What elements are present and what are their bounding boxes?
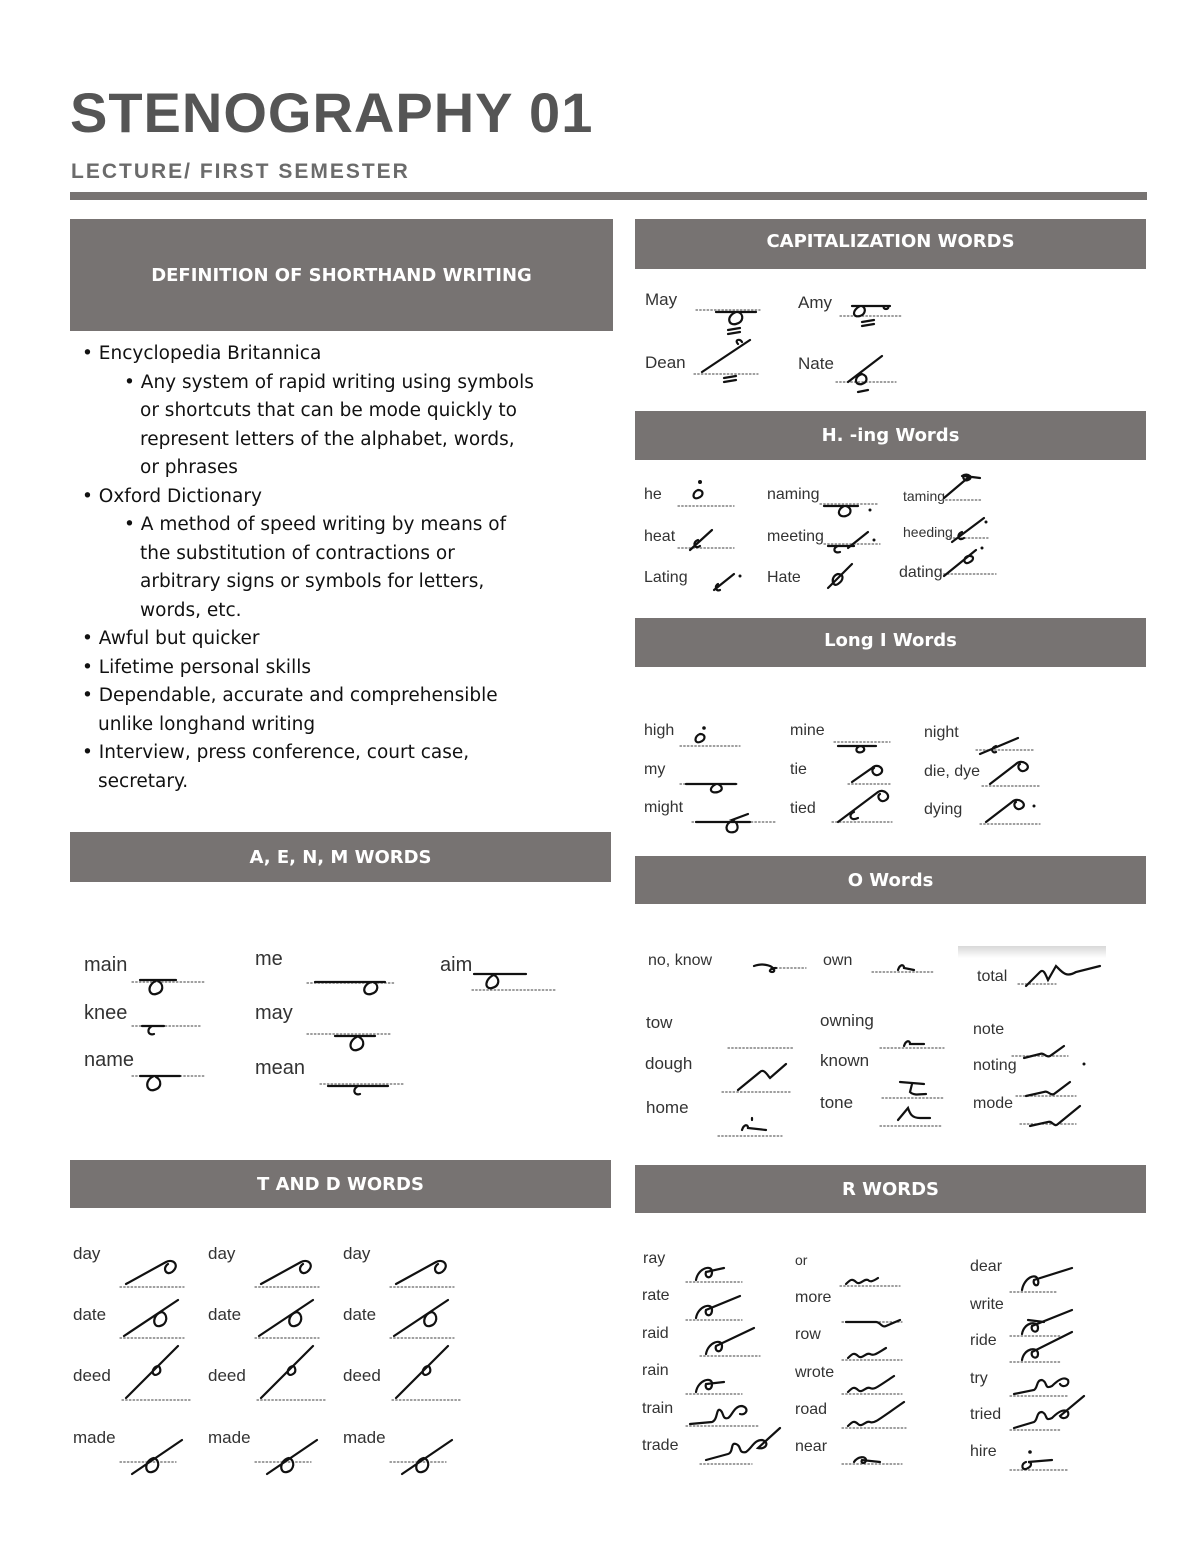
shorthand-symbol <box>1008 1440 1072 1474</box>
word-label: my <box>644 761 666 778</box>
shorthand-symbol <box>684 1294 746 1324</box>
word-label: day <box>343 1244 371 1263</box>
shorthand-symbol <box>1016 958 1104 994</box>
shorthand-symbol <box>822 560 862 592</box>
word-label: date <box>73 1305 107 1324</box>
shorthand-symbol <box>708 566 748 594</box>
word-label: night <box>924 724 959 741</box>
word-label: deed <box>208 1366 246 1385</box>
td-heading-band <box>70 1160 611 1208</box>
page-title: STENOGRAPHY 01 <box>70 81 594 144</box>
shorthand-symbol <box>388 1436 458 1478</box>
list-item: represent letters of the alphabet, words, <box>140 428 515 450</box>
word-label: raid <box>642 1325 669 1342</box>
shorthand-symbol <box>878 1032 948 1052</box>
shorthand-symbol <box>255 1344 327 1404</box>
word-label: Amy <box>798 293 832 312</box>
shorthand-symbol <box>938 544 998 584</box>
word-label: might <box>644 799 684 816</box>
list-item: • Encyclopedia Britannica <box>82 343 322 364</box>
shorthand-symbol <box>690 810 780 836</box>
shorthand-symbol <box>878 1100 944 1130</box>
list-item: • Dependable, accurate and comprehensible <box>82 685 498 706</box>
list-item: • Any system of rapid writing using symbols <box>124 371 534 393</box>
shorthand-symbol <box>822 524 882 556</box>
word-label: mine <box>790 722 825 739</box>
word-label: naming <box>767 486 820 503</box>
shorthand-symbol <box>742 958 808 978</box>
shorthand-symbol <box>130 970 210 1000</box>
shorthand-symbol <box>318 1076 408 1102</box>
cap-heading-band <box>635 219 1146 269</box>
shorthand-symbol <box>818 496 880 520</box>
shorthand-symbol <box>720 1058 794 1096</box>
shorthand-symbol <box>880 1072 946 1102</box>
word-label: rain <box>642 1362 669 1379</box>
hing-heading-band <box>635 411 1146 460</box>
word-label: tone <box>820 1093 854 1112</box>
r-heading: R WORDS <box>841 1178 940 1200</box>
definition-heading-band <box>70 219 613 331</box>
hing-heading: H. -ing Words <box>821 425 960 446</box>
shorthand-symbol <box>870 958 936 978</box>
shorthand-symbol <box>944 514 992 548</box>
word-label: train <box>642 1400 674 1417</box>
shorthand-symbol <box>118 1256 188 1290</box>
shorthand-symbol <box>130 1066 210 1096</box>
shorthand-symbol <box>305 970 400 1000</box>
word-label: he <box>644 486 662 503</box>
list-item: • Awful but quicker <box>82 628 260 649</box>
shorthand-symbol <box>846 758 892 788</box>
word-label: date <box>208 1305 242 1324</box>
shorthand-symbol <box>840 1314 906 1334</box>
shorthand-symbol <box>1008 1260 1078 1296</box>
shorthand-symbol <box>678 776 742 796</box>
word-label: tie <box>790 761 807 778</box>
td-heading: T AND D WORDS <box>257 1173 424 1195</box>
shorthand-symbol <box>120 1344 192 1404</box>
shorthand-symbol <box>118 1296 188 1342</box>
shorthand-symbol <box>678 722 744 750</box>
word-label: tow <box>646 1013 673 1032</box>
word-label: Lating <box>644 569 688 586</box>
word-label: deed <box>73 1366 111 1385</box>
list-item: or phrases <box>140 457 238 478</box>
shorthand-symbol <box>388 1296 458 1342</box>
shorthand-symbol <box>118 1436 188 1478</box>
word-label: knee <box>84 1002 128 1024</box>
word-label: meeting <box>767 528 824 545</box>
word-label: dying <box>924 801 963 818</box>
header-rule <box>70 192 1147 200</box>
shorthand-symbol <box>1010 1040 1090 1072</box>
longi-heading: Long I Words <box>824 630 957 651</box>
longi-heading-band <box>635 618 1146 667</box>
shorthand-symbol <box>1008 1392 1088 1434</box>
word-label: day <box>73 1244 101 1263</box>
aenm-heading: A, E, N, M WORDS <box>249 846 432 868</box>
shorthand-symbol <box>253 1436 323 1478</box>
shorthand-symbol <box>840 1372 906 1398</box>
shorthand-symbol <box>253 1256 323 1290</box>
word-label: made <box>208 1428 251 1447</box>
word-label: taming <box>903 488 946 504</box>
shorthand-symbol <box>840 1398 910 1432</box>
shorthand-symbol <box>832 738 892 756</box>
shorthand-symbol <box>840 1340 906 1364</box>
word-label: total <box>977 968 1008 985</box>
shorthand-symbol <box>940 470 984 504</box>
shorthand-symbol <box>684 1260 746 1286</box>
shorthand-symbol <box>980 756 1044 790</box>
shorthand-symbol <box>830 786 896 828</box>
word-label: hire <box>970 1443 997 1460</box>
word-label: tied <box>790 800 816 817</box>
shorthand-symbol <box>676 524 736 554</box>
shorthand-symbol <box>840 1450 906 1470</box>
shorthand-symbol <box>390 1344 462 1404</box>
shorthand-symbol <box>1008 1328 1078 1368</box>
word-label: tried <box>970 1406 1002 1423</box>
shorthand-symbol <box>1018 1102 1084 1136</box>
word-label: Dean <box>645 353 686 372</box>
word-label: dating <box>899 564 943 581</box>
word-label: own <box>823 952 853 969</box>
word-label: rate <box>642 1287 670 1304</box>
list-item: • Oxford Dictionary <box>82 485 262 507</box>
shorthand-symbol <box>684 1372 746 1398</box>
list-item: or shortcuts that can be mode quickly to <box>140 400 517 421</box>
word-label: home <box>646 1098 689 1117</box>
aenm-heading-band <box>70 832 611 882</box>
shorthand-symbol <box>692 336 766 388</box>
word-label: May <box>645 290 678 309</box>
list-item: words, etc. <box>140 599 242 621</box>
shorthand-symbol <box>470 966 560 996</box>
o-heading: O Words <box>847 869 934 891</box>
o-heading-band <box>635 856 1146 904</box>
word-label: high <box>644 722 675 739</box>
word-label: aim <box>440 954 473 976</box>
word-label: wrote <box>795 1364 835 1381</box>
page-subtitle: LECTURE/ FIRST SEMESTER <box>71 160 410 183</box>
cap-heading: CAPITALIZATION WORDS <box>766 231 1015 252</box>
word-label: made <box>343 1428 386 1447</box>
shorthand-symbol <box>716 1110 786 1140</box>
word-label: mode <box>973 1095 1014 1112</box>
word-label: made <box>73 1428 116 1447</box>
word-label: dear <box>970 1258 1003 1275</box>
shorthand-symbol <box>838 1270 904 1290</box>
word-label: heat <box>644 528 676 545</box>
shorthand-symbol <box>834 352 900 398</box>
word-label: Nate <box>798 354 834 373</box>
word-label: date <box>343 1305 377 1324</box>
list-item: • A method of speed writing by means of <box>124 514 507 535</box>
word-label: heeding <box>903 524 953 540</box>
total-highlight <box>958 946 1106 958</box>
definition-list <box>82 340 602 796</box>
word-label: name <box>84 1049 135 1071</box>
word-label: die, dye <box>924 763 981 780</box>
word-label: main <box>84 954 128 976</box>
word-label: me <box>255 948 283 970</box>
shorthand-symbol <box>698 1324 764 1360</box>
shorthand-symbol <box>1014 1074 1080 1104</box>
word-label: row <box>795 1326 821 1343</box>
shorthand-symbol <box>838 298 904 330</box>
shorthand-symbol <box>676 474 736 510</box>
list-item: • Interview, press conference, court case, <box>82 742 470 763</box>
word-label: write <box>970 1296 1004 1313</box>
definition-heading: DEFINITION OF SHORTHAND WRITING <box>151 264 532 286</box>
word-label: trade <box>642 1437 679 1454</box>
shorthand-symbol <box>698 1424 784 1468</box>
shorthand-symbol <box>974 734 1036 758</box>
shorthand-symbol <box>726 1040 796 1052</box>
word-label: dough <box>645 1054 693 1073</box>
shorthand-symbol <box>978 794 1044 828</box>
list-item: • Lifetime personal skills <box>82 656 311 678</box>
word-label: try <box>970 1370 988 1387</box>
word-label: near <box>795 1438 828 1455</box>
word-label: ride <box>970 1332 997 1349</box>
word-label: owning <box>820 1011 874 1030</box>
word-label: known <box>820 1051 870 1070</box>
list-item: secretary. <box>98 770 189 792</box>
shorthand-symbol <box>305 1026 395 1056</box>
shorthand-symbol <box>694 300 764 336</box>
word-label: Hate <box>767 569 801 586</box>
list-item: arbitrary signs or symbols for letters, <box>140 571 485 592</box>
list-item: unlike longhand writing <box>98 713 316 735</box>
shorthand-symbol <box>130 1016 205 1040</box>
r-heading-band <box>635 1165 1146 1213</box>
shorthand-symbol <box>253 1296 323 1342</box>
word-label: no, know <box>648 952 713 969</box>
word-label: note <box>973 1021 1005 1038</box>
word-label: deed <box>343 1366 381 1385</box>
word-label: day <box>208 1244 236 1263</box>
word-label: mean <box>255 1057 306 1079</box>
word-label: more <box>795 1289 832 1306</box>
word-label: road <box>795 1401 828 1418</box>
list-item: the substitution of contractions or <box>140 542 455 564</box>
word-label: may <box>255 1002 293 1024</box>
shorthand-symbol <box>388 1256 458 1290</box>
word-label: or <box>795 1252 808 1268</box>
word-label: ray <box>643 1250 666 1267</box>
word-label: noting <box>973 1057 1017 1074</box>
